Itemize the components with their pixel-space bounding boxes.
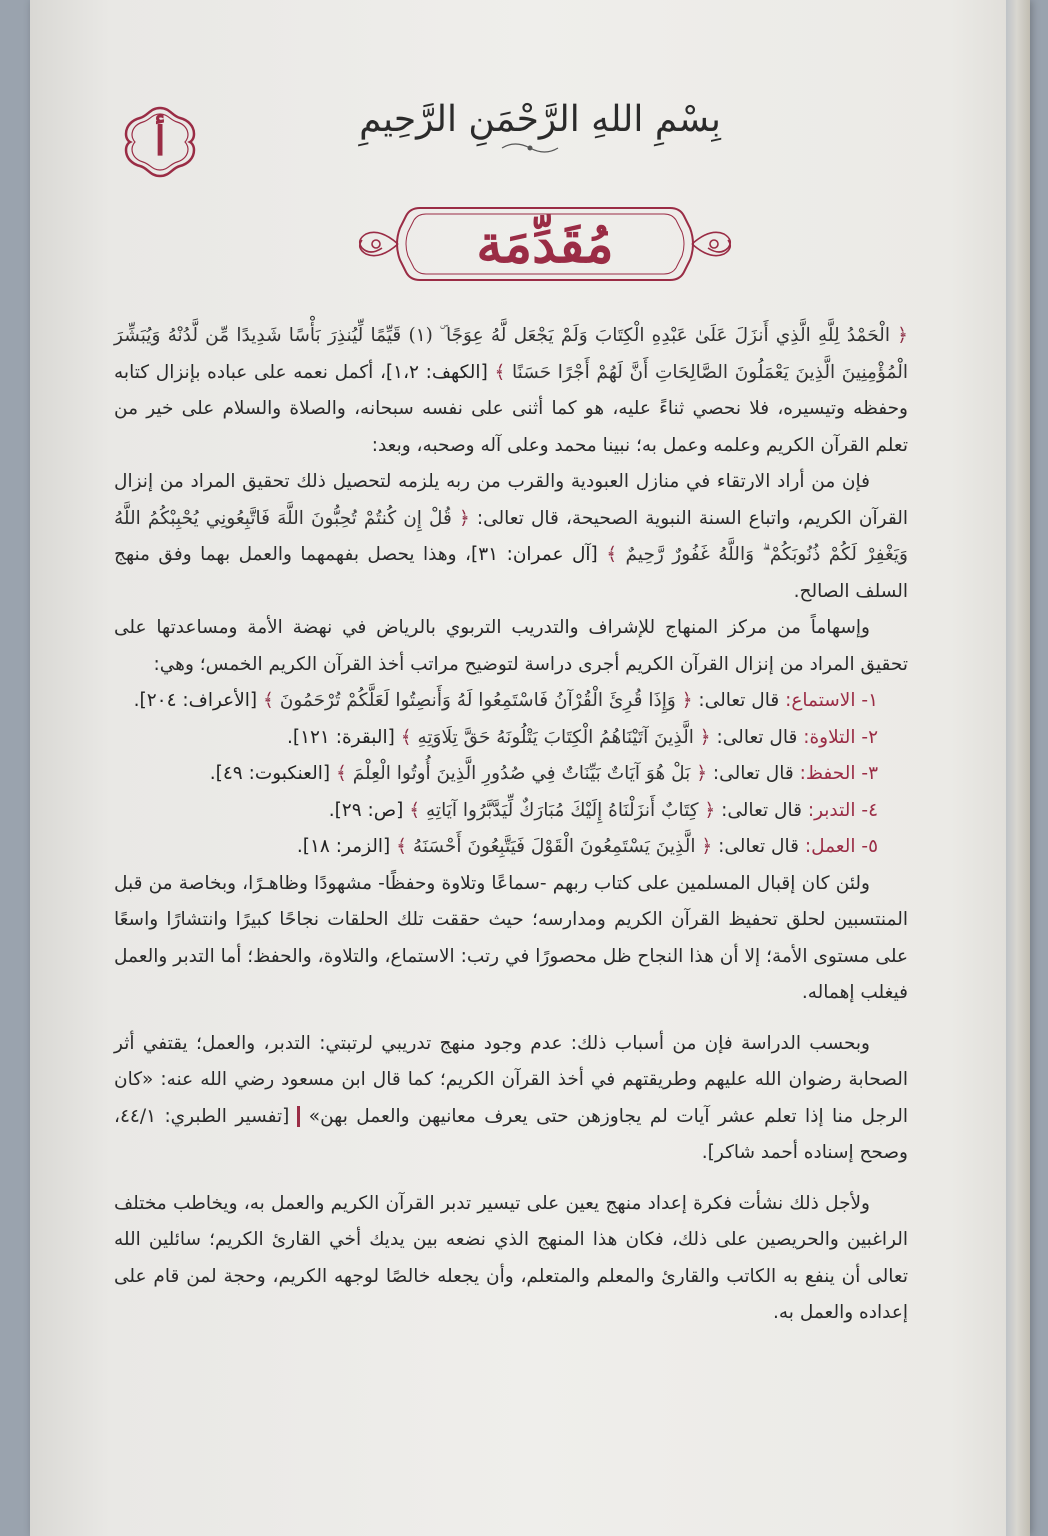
verse-bracket-close: ﴾	[263, 690, 274, 711]
list-item-verse: بَلْ هُوَ آيَاتٌ بَيِّنَاتٌ فِي صُدُورِ الَّذِينَ أُوتُوا الْعِلْمَ	[352, 763, 691, 784]
verse-kahf: الْحَمْدُ لِلَّهِ الَّذِي أَنزَلَ عَلَىٰ عَبْدِهِ الْكِتَابَ وَلَمْ يَجْعَل لَّهُ عِوَجًا ۜ (١) قَيِّمًا لِّيُنذِرَ بَأْسًا شَدِيدًا مِّن لَّدُنْهُ وَيُبَشِّرَ الْمُؤْمِنِينَ الَّذِينَ يَعْمَلُونَ الصَّالِحَاتِ أَنَّ لَهُمْ أَجْرًا حَسَنًا	[114, 325, 908, 383]
list-item-label: ٤- التدبر:	[807, 799, 878, 821]
list-item-label: ١- الاستماع:	[785, 690, 878, 711]
list-item-ref: [البقرة: ١٢١].	[286, 726, 395, 748]
verse-bracket-close: ﴾	[336, 763, 347, 784]
list-item-say: قال تعالى:	[698, 690, 780, 711]
list-item	[114, 829, 908, 866]
purpose-text: فإن من أراد الارتقاء في منازل العبودية والقرب من ربه يلزمه لتحصيل ذلك تحقيق المراد من إنزال القرآن الكريم، واتباع السنة النبوية الصحيحة، قال تعالى:	[114, 471, 908, 529]
book-binding	[1006, 0, 1030, 1536]
paragraph-intro	[114, 318, 908, 464]
conclusion-text: ولأجل ذلك نشأت فكرة إعداد منهج يعين على تيسير تدبر القرآن الكريم والعمل به، ويخاطب مختلف الراغبين والحريصين على ذلك، فكان هذا المنهج الذي نضعه بين يديك أخي القارئ الكريم؛ سائلين الله تعالى أن ينفع به الكاتب والقارئ والمعلم والمتعلم، وأن يجعله خالصًا لوجهه الكريم، وحجة لمن قام على إعداده والعمل به.	[114, 1192, 908, 1323]
list-item-ref: [ص: ٢٩].	[328, 799, 404, 821]
verse-reference: [آل عمران: ٣١]	[471, 544, 598, 565]
page-title: مُقَدِّمَة	[476, 214, 614, 275]
verse-bracket-open: ﴿	[897, 325, 909, 346]
list-item-verse: الَّذِينَ آتَيْنَاهُمُ الْكِتَابَ يَتْلُونَهُ حَقَّ تِلَاوَتِهِ	[417, 726, 694, 748]
purpose-text-end: ، وهذا يحصل بفهمهما والعمل بهما وفق منهج السلف الصالح.	[114, 544, 908, 602]
list-item	[114, 793, 908, 830]
paragraph-purpose	[114, 464, 908, 610]
verse-bracket-close: ﴾	[396, 836, 408, 857]
verse-bracket-open: ﴿	[704, 799, 716, 821]
verse-bracket-close: ﴾	[606, 544, 618, 565]
flourish-ornament-icon	[500, 140, 560, 156]
list-item	[114, 720, 908, 757]
paragraph-success	[114, 866, 908, 1012]
verse-bracket-close: ﴾	[400, 726, 412, 748]
list-item-verse: كِتَابٌ أَنزَلْنَاهُ إِلَيْكَ مُبَارَكٌ لِّيَدَّبَّرُوا آيَاتِهِ	[426, 799, 699, 821]
verse-bracket-close: ﴾	[409, 799, 421, 821]
body-text	[114, 318, 908, 1332]
paragraph-contribution	[114, 610, 908, 683]
book-page	[30, 0, 1030, 1536]
list-item-ref: [العنكبوت: ٤٩].	[209, 763, 331, 784]
list-item-say: قال تعالى:	[716, 726, 798, 748]
success-text: ولئن كان إقبال المسلمين على كتاب ربهم -سماعًا وتلاوة وحفظًا- مشهودًا وظاهـرًا، وبخاصة من قبل المنتسبين لحلق تحفيظ القرآن الكريم ومدارسه؛ حيث حققت تلك الحلقات نجاحًا كبيرًا وانتشارًا واسعًا على مستوى الأمة؛ إلا أن هذا النجاح ظل محصورًا في رتب: الاستماع، والتلاوة، والحفظ؛ أما التدبر والعمل فيغلب إهماله.	[114, 872, 908, 1003]
list-item-label: ٢- التلاوة:	[803, 726, 878, 748]
list-item-verse: وَإِذَا قُرِئَ الْقُرْآنُ فَاسْتَمِعُوا لَهُ وَأَنصِتُوا لَعَلَّكُمْ تُرْحَمُونَ	[279, 690, 676, 711]
list-item	[114, 683, 908, 720]
paragraph-conclusion	[114, 1186, 908, 1332]
contribution-text: وإسهاماً من مركز المنهاج للإشراف والتدريب التربوي بالرياض في نهضة الأمة ومساعدتها على تحقيق المراد من إنزال القرآن الكريم أجرى دراسة لتوضيح مراتب أخذ القرآن الكريم الخمس؛ وهي:	[114, 617, 908, 675]
list-item-say: قال تعالى:	[712, 763, 794, 784]
verse-bracket-open: ﴿	[701, 836, 713, 857]
list-item-say: قال تعالى:	[721, 799, 802, 821]
list-item-say: قال تعالى:	[718, 836, 799, 857]
intro-text: ، أكمل نعمه على عباده بإنزال كتابه وحفظه وتيسيره، فلا نحصي ثناءً عليه، هو كما أثنى على نفسه سبحانه، والصلاة والسلام على خير من تعلم القرآن الكريم وعلمه وعمل به؛ نبينا محمد وعلى آله وصحبه، وبعد:	[114, 361, 908, 456]
study-text: وبحسب الدراسة فإن من أسباب ذلك: عدم وجود منهج تدريبي لرتبتي: التدبر، والعمل؛ يقتفي أثر الصحابة رضوان الله عليهم وطريقتهم في أخذ القرآن الكريم؛ كما قال ابن مسعود رضي الله عنه:	[114, 1032, 908, 1090]
paragraph-study	[114, 1026, 908, 1172]
basmala: بِسْمِ اللهِ الرَّحْمَنِ الرَّحِيمِ	[359, 99, 721, 140]
list-item-ref: [الأعراف: ٢٠٤].	[133, 690, 258, 711]
list-item-ref: [الزمر: ١٨].	[296, 836, 391, 857]
quote-source: [تفسير الطبري: ٤٤/١، وصحح إسناده أحمد شاكر].	[114, 1105, 908, 1163]
verse-bracket-open: ﴿	[458, 507, 470, 529]
list-item-label: ٥- العمل:	[804, 836, 878, 857]
verse-bracket-open: ﴿	[681, 690, 693, 711]
ibn-masud-quote: «كان الرجل منا إذا تعلم عشر آيات لم يجاوزهن حتى يعرف معانيهن والعمل بهن»	[114, 1069, 908, 1127]
verse-bracket-open: ﴿	[699, 726, 711, 748]
list-item	[114, 756, 908, 793]
verse-bracket-close: ﴾	[494, 361, 506, 383]
verse-bracket-open: ﴿	[696, 763, 708, 784]
page-number: أ	[154, 118, 166, 165]
verse-reference: [الكهف: ١،٢]	[385, 361, 488, 383]
list-item-verse: الَّذِينَ يَسْتَمِعُونَ الْقَوْلَ فَيَتَّبِعُونَ أَحْسَنَهُ	[412, 836, 696, 857]
verse-al-imran: قُلْ إِن كُنتُمْ تُحِبُّونَ اللَّهَ فَاتَّبِعُونِي يُحْبِبْكُمُ اللَّهُ وَيَغْفِرْ لَكُمْ ذُنُوبَكُمْ ۗ وَاللَّهُ غَفُورٌ رَّحِيمٌ	[114, 507, 908, 565]
list-item-label: ٣- الحفظ:	[799, 763, 878, 784]
